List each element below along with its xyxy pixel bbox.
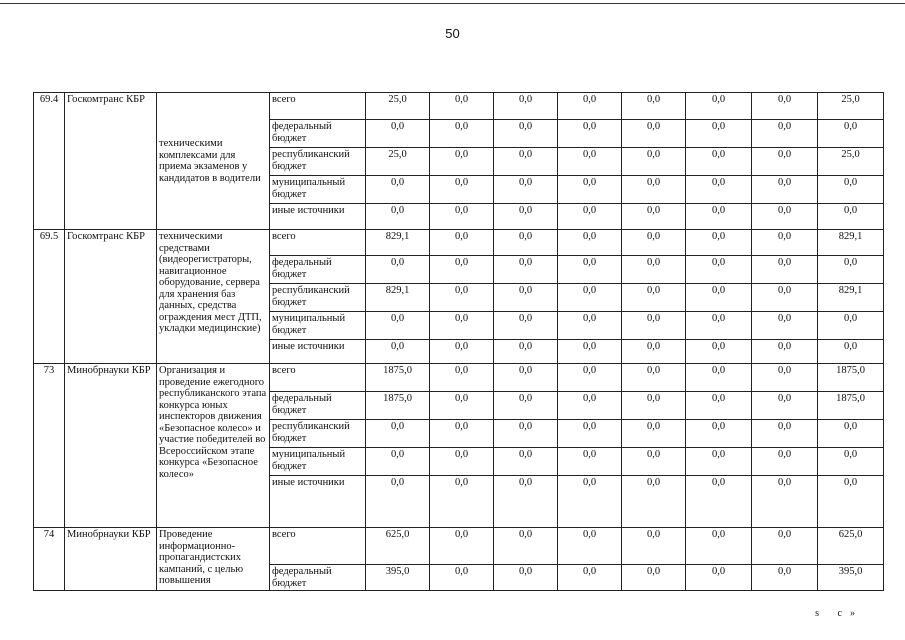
amount-cell: 0,0	[558, 340, 622, 364]
amount-cell: 0,0	[818, 256, 884, 284]
amount-cell: 1875,0	[818, 392, 884, 420]
funding-source: федеральный бюджет	[270, 256, 366, 284]
responsible-org: Госкомтранс КБР	[65, 93, 157, 230]
amount-cell: 0,0	[494, 230, 558, 256]
amount-cell: 0,0	[558, 93, 622, 120]
amount-cell: 0,0	[686, 364, 752, 392]
amount-cell: 0,0	[430, 148, 494, 176]
amount-cell: 0,0	[622, 392, 686, 420]
amount-cell: 0,0	[430, 448, 494, 476]
amount-cell: 0,0	[558, 148, 622, 176]
funding-source: всего	[270, 364, 366, 392]
amount-cell: 0,0	[622, 340, 686, 364]
amount-cell: 625,0	[366, 528, 430, 565]
amount-cell: 0,0	[752, 204, 818, 230]
activity-description: техническими средствами (видеорегистраторы, навигационное оборудование, сервера для хранения баз данных, средства ограждения мест ДТП, укладки медицинские)	[157, 230, 270, 364]
amount-cell: 0,0	[430, 204, 494, 230]
amount-cell: 1875,0	[366, 392, 430, 420]
amount-cell: 0,0	[622, 420, 686, 448]
amount-cell: 0,0	[558, 312, 622, 340]
responsible-org: Минобрнауки КБР	[65, 364, 157, 528]
amount-cell: 0,0	[430, 120, 494, 148]
amount-cell: 0,0	[818, 476, 884, 528]
amount-cell: 0,0	[752, 120, 818, 148]
amount-cell: 0,0	[366, 204, 430, 230]
amount-cell: 829,1	[366, 284, 430, 312]
amount-cell: 0,0	[494, 420, 558, 448]
amount-cell: 395,0	[366, 565, 430, 591]
amount-cell: 0,0	[430, 420, 494, 448]
amount-cell: 0,0	[686, 148, 752, 176]
activity-description: Проведение информационно-пропагандистских кампаний, с целью повышения	[157, 528, 270, 591]
amount-cell: 395,0	[818, 565, 884, 591]
amount-cell: 0,0	[430, 176, 494, 204]
amount-cell: 0,0	[430, 565, 494, 591]
amount-cell: 0,0	[622, 528, 686, 565]
funding-source: иные источники	[270, 340, 366, 364]
amount-cell: 0,0	[622, 204, 686, 230]
amount-cell: 0,0	[494, 148, 558, 176]
amount-cell: 0,0	[752, 312, 818, 340]
amount-cell: 0,0	[752, 176, 818, 204]
amount-cell: 0,0	[430, 256, 494, 284]
amount-cell: 0,0	[558, 420, 622, 448]
amount-cell: 0,0	[430, 364, 494, 392]
funding-source: республиканский бюджет	[270, 420, 366, 448]
amount-cell: 0,0	[686, 312, 752, 340]
funding-source: всего	[270, 528, 366, 565]
amount-cell: 0,0	[622, 284, 686, 312]
amount-cell: 0,0	[686, 93, 752, 120]
amount-cell: 0,0	[686, 528, 752, 565]
amount-cell: 0,0	[818, 204, 884, 230]
page-number: 50	[445, 26, 460, 41]
table-row	[34, 364, 884, 392]
amount-cell: 0,0	[494, 312, 558, 340]
amount-cell: 0,0	[494, 256, 558, 284]
amount-cell: 0,0	[366, 476, 430, 528]
amount-cell: 0,0	[622, 176, 686, 204]
amount-cell: 0,0	[686, 476, 752, 528]
amount-cell: 0,0	[622, 93, 686, 120]
amount-cell: 25,0	[818, 148, 884, 176]
amount-cell: 829,1	[366, 230, 430, 256]
funding-source: федеральный бюджет	[270, 565, 366, 591]
amount-cell: 0,0	[686, 120, 752, 148]
activity-description: Организация и проведение ежегодного республиканского этапа конкурса юных инспекторов движения «Безопасное колесо» и участие победителей во Всероссийском этапе конкурса «Безопасное колесо»	[157, 364, 270, 528]
responsible-org: Госкомтранс КБР	[65, 230, 157, 364]
amount-cell: 0,0	[622, 448, 686, 476]
funding-source: федеральный бюджет	[270, 120, 366, 148]
amount-cell: 0,0	[686, 176, 752, 204]
amount-cell: 0,0	[818, 312, 884, 340]
amount-cell: 0,0	[366, 340, 430, 364]
amount-cell: 0,0	[494, 364, 558, 392]
amount-cell: 0,0	[366, 256, 430, 284]
amount-cell: 0,0	[430, 392, 494, 420]
amount-cell: 0,0	[366, 420, 430, 448]
amount-cell: 0,0	[558, 528, 622, 565]
top-rule	[0, 3, 905, 4]
amount-cell: 0,0	[494, 340, 558, 364]
amount-cell: 0,0	[818, 448, 884, 476]
amount-cell: 0,0	[366, 312, 430, 340]
funding-source: республиканский бюджет	[270, 148, 366, 176]
amount-cell: 0,0	[622, 230, 686, 256]
amount-cell: 0,0	[752, 148, 818, 176]
amount-cell: 0,0	[818, 420, 884, 448]
amount-cell: 0,0	[686, 204, 752, 230]
amount-cell: 0,0	[752, 392, 818, 420]
amount-cell: 0,0	[558, 364, 622, 392]
amount-cell: 0,0	[752, 256, 818, 284]
amount-cell: 0,0	[686, 256, 752, 284]
amount-cell: 0,0	[494, 204, 558, 230]
amount-cell: 0,0	[752, 420, 818, 448]
amount-cell: 0,0	[558, 230, 622, 256]
amount-cell: 0,0	[494, 284, 558, 312]
amount-cell: 0,0	[752, 364, 818, 392]
row-number: 69.4	[34, 93, 65, 230]
amount-cell: 829,1	[818, 230, 884, 256]
amount-cell: 0,0	[494, 528, 558, 565]
amount-cell: 0,0	[494, 120, 558, 148]
amount-cell: 0,0	[494, 476, 558, 528]
amount-cell: 0,0	[622, 312, 686, 340]
amount-cell: 0,0	[430, 284, 494, 312]
amount-cell: 0,0	[430, 528, 494, 565]
amount-cell: 0,0	[818, 120, 884, 148]
amount-cell: 0,0	[558, 256, 622, 284]
table-row	[34, 93, 884, 120]
amount-cell: 25,0	[366, 93, 430, 120]
amount-cell: 0,0	[494, 176, 558, 204]
amount-cell: 0,0	[366, 448, 430, 476]
amount-cell: 0,0	[558, 392, 622, 420]
amount-cell: 0,0	[622, 565, 686, 591]
amount-cell: 0,0	[818, 176, 884, 204]
amount-cell: 0,0	[494, 448, 558, 476]
amount-cell: 0,0	[752, 340, 818, 364]
amount-cell: 0,0	[430, 93, 494, 120]
funding-source: всего	[270, 230, 366, 256]
amount-cell: 0,0	[558, 176, 622, 204]
funding-source: муниципальный бюджет	[270, 312, 366, 340]
amount-cell: 0,0	[752, 230, 818, 256]
amount-cell: 0,0	[558, 120, 622, 148]
funding-source: республиканский бюджет	[270, 284, 366, 312]
table-row	[34, 230, 884, 256]
amount-cell: 0,0	[430, 230, 494, 256]
responsible-org: Минобрнауки КБР	[65, 528, 157, 591]
table-row	[34, 528, 884, 565]
amount-cell: 0,0	[430, 312, 494, 340]
funding-source: федеральный бюджет	[270, 392, 366, 420]
amount-cell: 0,0	[494, 93, 558, 120]
amount-cell: 0,0	[686, 284, 752, 312]
amount-cell: 0,0	[622, 364, 686, 392]
amount-cell: 0,0	[558, 565, 622, 591]
amount-cell: 25,0	[366, 148, 430, 176]
amount-cell: 0,0	[752, 284, 818, 312]
row-number: 74	[34, 528, 65, 591]
amount-cell: 0,0	[558, 476, 622, 528]
amount-cell: 0,0	[558, 448, 622, 476]
amount-cell: 0,0	[752, 528, 818, 565]
amount-cell: 0,0	[558, 284, 622, 312]
amount-cell: 0,0	[686, 230, 752, 256]
budget-table	[33, 92, 884, 591]
amount-cell: 0,0	[686, 420, 752, 448]
amount-cell: 0,0	[494, 565, 558, 591]
amount-cell: 0,0	[430, 340, 494, 364]
amount-cell: 0,0	[686, 448, 752, 476]
amount-cell: 0,0	[752, 93, 818, 120]
amount-cell: 0,0	[752, 476, 818, 528]
funding-source: иные источники	[270, 204, 366, 230]
amount-cell: 0,0	[686, 340, 752, 364]
amount-cell: 0,0	[752, 448, 818, 476]
funding-source: всего	[270, 93, 366, 120]
amount-cell: 829,1	[818, 284, 884, 312]
amount-cell: 0,0	[818, 340, 884, 364]
amount-cell: 0,0	[622, 256, 686, 284]
amount-cell: 0,0	[494, 392, 558, 420]
amount-cell: 625,0	[818, 528, 884, 565]
funding-source: иные источники	[270, 476, 366, 528]
amount-cell: 0,0	[366, 176, 430, 204]
amount-cell: 0,0	[622, 148, 686, 176]
amount-cell: 0,0	[686, 565, 752, 591]
amount-cell: 1875,0	[818, 364, 884, 392]
row-number: 73	[34, 364, 65, 528]
amount-cell: 0,0	[686, 392, 752, 420]
amount-cell: 0,0	[622, 120, 686, 148]
amount-cell: 0,0	[622, 476, 686, 528]
activity-description: техническими комплексами для приема экзаменов у кандидатов в водители	[157, 93, 270, 230]
row-number: 69.5	[34, 230, 65, 364]
amount-cell: 0,0	[558, 204, 622, 230]
amount-cell: 1875,0	[366, 364, 430, 392]
funding-source: муниципальный бюджет	[270, 176, 366, 204]
amount-cell: 25,0	[818, 93, 884, 120]
amount-cell: 0,0	[366, 120, 430, 148]
amount-cell: 0,0	[752, 565, 818, 591]
funding-source: муниципальный бюджет	[270, 448, 366, 476]
amount-cell: 0,0	[430, 476, 494, 528]
footer-mark: s c»	[815, 608, 863, 619]
